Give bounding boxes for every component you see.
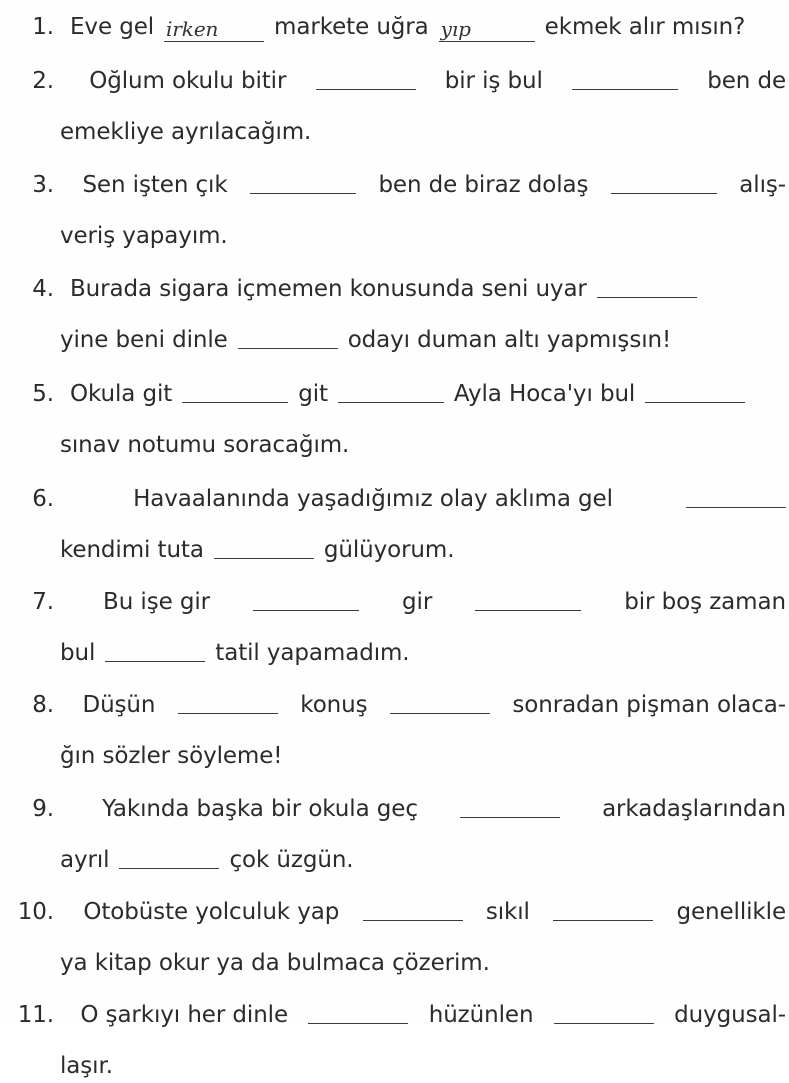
exercise-text: bir iş bul bbox=[444, 68, 543, 94]
exercise-text: tatil yapamadım. bbox=[215, 640, 410, 666]
exercise-line bbox=[16, 272, 786, 306]
exercise-text: laşır. bbox=[60, 1053, 113, 1079]
exercise-text: Yakında başka bir okula geç bbox=[102, 796, 418, 822]
exercise-line bbox=[16, 10, 786, 44]
exercise-text: kendimi tuta bbox=[60, 537, 204, 563]
exercise-number: 8. bbox=[32, 692, 54, 718]
exercise-text: duygusal- bbox=[674, 1002, 786, 1028]
answer-blank[interactable] bbox=[611, 173, 717, 194]
exercise-text: git bbox=[298, 381, 328, 407]
exercise-number: 4. bbox=[32, 276, 54, 302]
exercise-line bbox=[16, 998, 786, 1032]
handwritten-answer: irken bbox=[166, 17, 219, 41]
exercise-text: bul bbox=[60, 640, 96, 666]
exercise-line bbox=[16, 585, 786, 619]
exercise-text: markete uğra bbox=[274, 14, 429, 40]
exercise-line bbox=[16, 688, 786, 722]
exercise-text: ben de biraz dolaş bbox=[378, 172, 589, 198]
exercise-text: genellikle bbox=[676, 899, 786, 925]
exercise-number: 1. bbox=[32, 14, 54, 40]
answer-blank-filled[interactable] bbox=[164, 17, 264, 42]
exercise-text: ayrıl bbox=[60, 847, 110, 873]
exercise-text: çok üzgün. bbox=[229, 847, 354, 873]
answer-blank[interactable] bbox=[178, 693, 278, 714]
exercise-text: emekliye ayrılacağım. bbox=[60, 119, 312, 145]
exercise-text: Bu işe gir bbox=[103, 589, 210, 615]
exercise-text: Eve gel bbox=[70, 14, 155, 40]
answer-blank[interactable] bbox=[390, 693, 490, 714]
exercise-line bbox=[60, 1049, 786, 1083]
exercise-text: Otobüste yolculuk yap bbox=[83, 899, 340, 925]
answer-blank[interactable] bbox=[645, 382, 745, 403]
answer-blank[interactable] bbox=[238, 328, 338, 349]
answer-blank[interactable] bbox=[554, 1003, 654, 1024]
exercise-text: O şarkıyı her dinle bbox=[80, 1002, 289, 1028]
exercise-text: gir bbox=[402, 589, 433, 615]
exercise-line bbox=[16, 168, 786, 202]
exercise-line bbox=[16, 895, 786, 929]
exercise-number: 3. bbox=[32, 172, 54, 198]
answer-blank[interactable] bbox=[475, 590, 581, 611]
answer-blank[interactable] bbox=[338, 382, 444, 403]
answer-blank[interactable] bbox=[105, 641, 205, 662]
exercise-text: Burada sigara içmemen konusunda seni uyar bbox=[70, 276, 587, 302]
exercise-text: Sen işten çık bbox=[82, 172, 228, 198]
answer-blank-filled[interactable] bbox=[439, 17, 535, 42]
exercise-text: Ayla Hoca'yı bul bbox=[453, 381, 636, 407]
exercise-text: ekmek alır mısın? bbox=[544, 14, 746, 40]
answer-blank[interactable] bbox=[572, 69, 678, 90]
exercise-number: 2. bbox=[32, 68, 54, 94]
exercise-line bbox=[60, 219, 786, 253]
exercise-text: Havaalanında yaşadığımız olay aklıma gel bbox=[133, 486, 613, 512]
answer-blank[interactable] bbox=[460, 797, 560, 818]
exercise-line bbox=[60, 739, 786, 773]
exercise-line bbox=[16, 792, 786, 826]
exercise-text: gülüyorum. bbox=[323, 537, 455, 563]
answer-blank[interactable] bbox=[597, 277, 697, 298]
exercise-text: yine beni dinle bbox=[60, 327, 228, 353]
answer-blank[interactable] bbox=[182, 382, 288, 403]
exercise-text: sonradan pişman olaca- bbox=[512, 692, 786, 718]
exercise-line bbox=[60, 946, 786, 980]
exercise-text: sıkıl bbox=[485, 899, 530, 925]
answer-blank[interactable] bbox=[214, 538, 314, 559]
exercise-text: bir boş zaman bbox=[624, 589, 786, 615]
exercise-line bbox=[16, 482, 786, 516]
exercise-number: 5. bbox=[32, 381, 54, 407]
exercise-line bbox=[60, 323, 786, 357]
exercise-text: sınav notumu soracağım. bbox=[60, 432, 350, 458]
exercise-line bbox=[60, 533, 786, 567]
exercise-line bbox=[60, 428, 786, 462]
exercise-text: odayı duman altı yapmışsın! bbox=[347, 327, 672, 353]
exercise-text: ya kitap okur ya da bulmaca çözerim. bbox=[60, 950, 490, 976]
handwritten-answer: yıp bbox=[440, 17, 471, 41]
exercise-line bbox=[60, 843, 786, 877]
answer-blank[interactable] bbox=[308, 1003, 408, 1024]
exercise-number: 6. bbox=[32, 486, 54, 512]
exercise-text: arkadaşlarından bbox=[602, 796, 786, 822]
exercise-text: Okula git bbox=[70, 381, 173, 407]
exercise-number: 10. bbox=[17, 899, 54, 925]
exercise-text: ğın sözler söyleme! bbox=[60, 743, 283, 769]
exercise-number: 9. bbox=[32, 796, 54, 822]
answer-blank[interactable] bbox=[686, 487, 786, 508]
exercise-line bbox=[60, 115, 786, 149]
exercise-number: 7. bbox=[32, 589, 54, 615]
answer-blank[interactable] bbox=[250, 173, 356, 194]
answer-blank[interactable] bbox=[553, 900, 653, 921]
exercise-text: ben de bbox=[707, 68, 786, 94]
exercise-line bbox=[16, 64, 786, 98]
exercise-text: konuş bbox=[300, 692, 368, 718]
exercise-number: 11. bbox=[17, 1002, 54, 1028]
exercise-line bbox=[60, 636, 786, 670]
exercise-text: hüzünlen bbox=[428, 1002, 534, 1028]
exercise-text: alış- bbox=[739, 172, 786, 198]
answer-blank[interactable] bbox=[316, 69, 416, 90]
exercise-text: Düşün bbox=[82, 692, 156, 718]
answer-blank[interactable] bbox=[363, 900, 463, 921]
answer-blank[interactable] bbox=[253, 590, 359, 611]
answer-blank[interactable] bbox=[119, 848, 219, 869]
exercise-text: veriş yapayım. bbox=[60, 223, 228, 249]
exercise-text: Oğlum okulu bitir bbox=[89, 68, 287, 94]
exercise-line bbox=[16, 377, 786, 411]
